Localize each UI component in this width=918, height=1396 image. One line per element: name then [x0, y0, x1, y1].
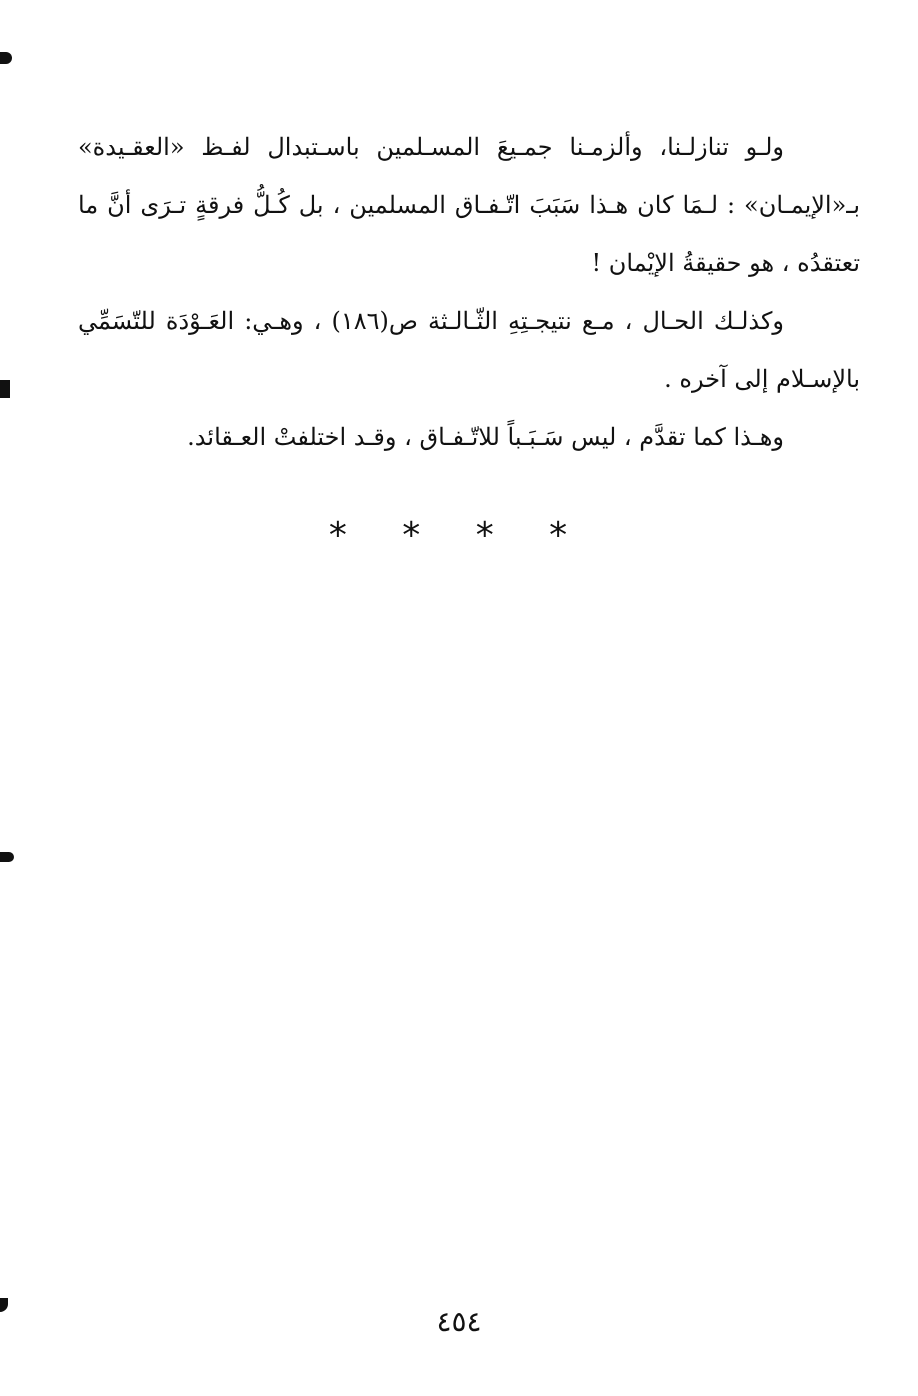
scan-edge-mark — [0, 380, 10, 398]
scan-edge-mark — [0, 852, 14, 862]
paragraph: وهـذا كما تقدَّم ، ليس سَـبَـباً للاتّـفـاق ، وقـد اختلفتْ العـقائد. — [187, 423, 784, 451]
section-divider: * * * * — [328, 515, 590, 556]
body-text — [78, 118, 860, 466]
scan-edge-mark — [0, 52, 12, 64]
page-number: ٤٥٤ — [436, 1305, 482, 1338]
paragraph: ولـو تنازلـنا، وألزمـنا جمـيعَ المسـلمين باسـتبدال لفـظ «العقـيدة» بـ«الإيمـان» : لـمَا كان هـذا سَبَبَ اتّـفـاق المسلمين ، بل كُـلُّ فرقةٍ تـرَى أنَّ ما تعتقدُه ، هو حقيقةُ الإيْمان ! — [78, 133, 860, 277]
paragraph: وكذلـك الحـال ، مـع نتيجـتِهِ الثّـالـثة ص(١٨٦) ، وهـي: العَـوْدَة للتّسَمِّي بالإسـلام إلى آخره . — [78, 307, 860, 393]
